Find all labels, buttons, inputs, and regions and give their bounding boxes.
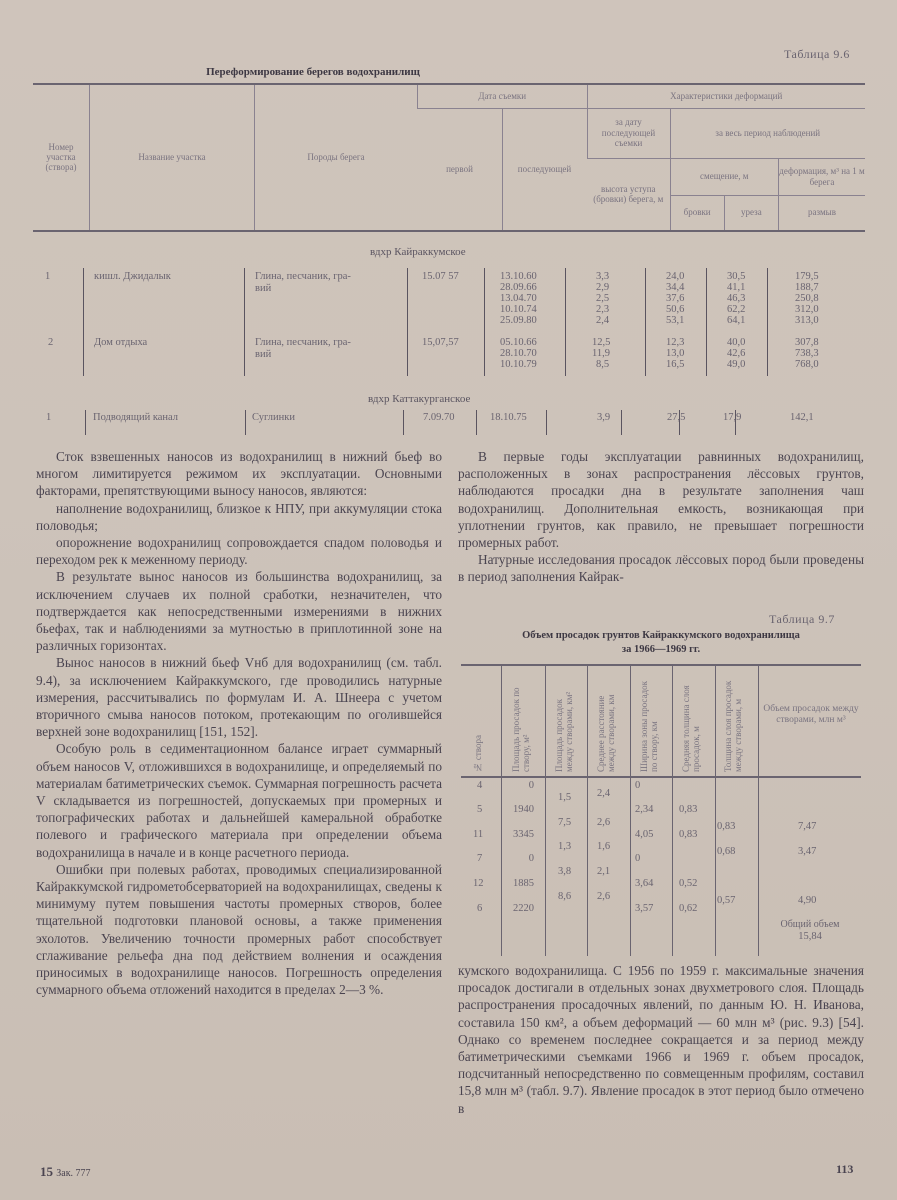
avg-thickness: 0,62 — [679, 903, 698, 914]
brow-shift: 16,5 — [666, 359, 685, 370]
paragraph: В первые годы эксплуатации равнинных водохранилищ, расположенных в зонах распространения лёссовых грунтов, наблюдаются просадки дна в результате заполнения чаш водохранилищ. Дополнительная емкость, возникающая при уплотнении грунтов, как правило, не превышает погрешности промерных работ. — [458, 449, 864, 551]
avg-thickness: 0,83 — [679, 829, 698, 840]
survey-date: 10.10.74 — [500, 304, 537, 315]
divider — [407, 268, 408, 376]
col-site-no: Номер участка (створа) — [33, 84, 90, 231]
divider — [85, 410, 86, 435]
col-edge: уреза — [741, 207, 762, 218]
table-96-label: Таблица 9.6 — [784, 47, 850, 61]
site-rocks: Глина, песчаник, гра- — [255, 337, 351, 348]
edge-shift: 42,6 — [727, 348, 746, 359]
area-between: 1,3 — [558, 841, 572, 852]
station-no: 11 — [473, 829, 484, 840]
edge-shift: 41,1 — [727, 282, 746, 293]
station-area: 1885 — [513, 878, 534, 889]
col-shift: смещение, м — [671, 159, 779, 196]
paragraph: Особую роль в седиментационном балансе играет суммарный объем наносов V, отложившихся в водохранилище, и определяемый по материалам батиметрических съемок. Суммарная погрешность расчета V складывается из погрешностей, допускаемых при промерных и топографических работах и дальнейшей камеральной обработке полевого и графического материала при определении объема водохранилища в начале и в конце расчетного периода. — [36, 741, 442, 860]
table-97-subtitle: за 1966—1969 гг. — [621, 644, 701, 655]
survey-date: 05.10.66 — [500, 337, 537, 348]
page-signature — [40, 1164, 91, 1180]
ledge-height: 3,3 — [596, 271, 610, 282]
divider — [83, 268, 84, 376]
survey-date: 18.10.75 — [490, 412, 527, 423]
survey-date: 13.04.70 — [500, 293, 537, 304]
station-no: 4 — [477, 780, 483, 791]
area-between: 3,8 — [558, 866, 572, 877]
reservoir-name: вдхр Кайраккумское — [370, 246, 466, 258]
divider — [715, 664, 716, 956]
col-survey-date: Дата съемки — [418, 84, 588, 108]
divider — [767, 268, 768, 376]
site-no: 2 — [48, 337, 54, 348]
col-erosion: размыв — [808, 207, 836, 218]
station-area: 2220 — [513, 903, 534, 914]
edge-shift: 40,0 — [727, 337, 746, 348]
site-no: 1 — [45, 271, 51, 282]
divider — [484, 268, 485, 376]
col-site-name: Название участка — [90, 84, 255, 231]
first-survey: 15,07,57 — [422, 337, 459, 348]
divider — [501, 664, 502, 956]
volume: 7,47 — [798, 821, 817, 832]
paragraph: кумского водохранилища. С 1956 по 1959 г. максимальные значения просадок достигали в отдельных зонах двухметрового слоя. Площадь распространения просадочных явлений, по данным Ю. Н. Иванова, составила 150 км², а объем деформаций — 60 млн м³ (рис. 9.3) [54]. Однако со временем последнее сокращается и за период между батиметрическими съемками 1966 и 1969 г. объем просадок, подсчитанный непосредственно по совмещенным профилям, составил 15,8 млн м³ (табл. 9.7). Явление просадок в этот период было отмечено в — [458, 963, 864, 1116]
ledge-height: 2,4 — [596, 315, 610, 326]
divider — [545, 664, 546, 956]
divider — [546, 410, 547, 435]
right-column-text-bottom — [458, 962, 864, 1117]
area-between: 8,6 — [558, 891, 572, 902]
station-area: 3345 — [513, 829, 534, 840]
ledge-height: 2,5 — [596, 293, 610, 304]
ledge-height: 12,5 — [592, 337, 611, 348]
survey-date: 10.10.79 — [500, 359, 537, 370]
station-no: 12 — [473, 878, 484, 889]
site-rocks-cont: вий — [255, 283, 272, 294]
site-name: Подводящий канал — [93, 412, 179, 423]
avg-distance: 2,6 — [597, 817, 611, 828]
signature-number: 15 — [40, 1164, 53, 1179]
paragraph: опорожнение водохранилищ сопровождается спадом половодья и переходом рек к меженному периоду. — [36, 535, 442, 568]
avg-distance: 1,6 — [597, 841, 611, 852]
area-between: 1,5 — [558, 792, 572, 803]
site-name: кишл. Джидалык — [94, 271, 171, 282]
paragraph: В результате вынос наносов из большинства водохранилищ, за исключением случаев их полной сработки, незначителен, что подтверждается как непосредственными измерениями в нижних бьефах, так и наблюдениями за мутностью в приплотинной зоне на различных горизонтах. — [36, 569, 442, 654]
table-96-title: Переформирование берегов водохранилищ — [206, 66, 420, 78]
edge-shift: 49,0 — [727, 359, 746, 370]
avg-distance: 2,4 — [597, 788, 611, 799]
layer-thickness: 0,57 — [717, 895, 736, 906]
site-rocks: Глина, песчаник, гра- — [255, 271, 351, 282]
survey-date: 28.09.66 — [500, 282, 537, 293]
brow-shift: 34,4 — [666, 282, 685, 293]
divider — [630, 664, 631, 956]
edge-shift: 30,5 — [727, 271, 746, 282]
erosion: 307,8 — [795, 337, 819, 348]
brow-shift: 24,0 — [666, 271, 685, 282]
zone-width: 4,05 — [635, 829, 654, 840]
erosion: 738,3 — [795, 348, 819, 359]
edge-shift: 17,9 — [723, 412, 742, 423]
erosion: 313,0 — [795, 315, 819, 326]
avg-distance: 2,6 — [597, 891, 611, 902]
zone-width: 2,34 — [635, 804, 654, 815]
zone-width: 0 — [635, 780, 641, 791]
zone-width: 0 — [635, 853, 641, 864]
station-no: 6 — [477, 903, 483, 914]
col-at-date: за дату последующей съемки — [587, 108, 670, 158]
col-avg-thickness: Средняя толщина слоя просадок, м — [681, 685, 701, 772]
col-rocks: Породы берега — [255, 84, 418, 231]
col-zone-width: Ширина зоны просадок по створу, км — [639, 681, 659, 772]
ledge-height: 3,9 — [597, 412, 611, 423]
edge-shift: 62,2 — [727, 304, 746, 315]
brow-shift: 53,1 — [666, 315, 685, 326]
site-rocks: Суглинки — [252, 412, 295, 423]
erosion: 188,7 — [795, 282, 819, 293]
table-97-title: Объем просадок грунтов Кайраккумского водохранилища — [522, 630, 800, 641]
col-subsequent: последующей — [502, 108, 587, 231]
col-brow: бровки — [671, 196, 725, 230]
survey-date: 25.09.80 — [500, 315, 537, 326]
layer-thickness: 0,83 — [717, 821, 736, 832]
brow-shift: 13,0 — [666, 348, 685, 359]
divider — [758, 664, 759, 956]
edge-shift: 64,1 — [727, 315, 746, 326]
station-area: 0 — [528, 780, 534, 791]
paragraph: Ошибки при полевых работах, проводимых специализированной Кайраккумской гидрометобсерваторией на водохранилищах, сведены к минимуму путем повышения частоты промерных створов, более тщательной подготовки плановой основы, а также применения эхолотов. Увеличению точности промерных работ способствует сглаживание рельефа дна под действием волнения и осаждения приносимых в водохранилище наносов. Погрешность определения суммарного объема отложений находится в пределах 2—3 %. — [36, 861, 442, 998]
brow-shift: 12,3 — [666, 337, 685, 348]
brow-shift: 37,6 — [666, 293, 685, 304]
erosion: 312,0 — [795, 304, 819, 315]
page-number: 113 — [836, 1162, 854, 1176]
col-station-no: № створа — [473, 734, 483, 772]
divider — [565, 268, 566, 376]
zone-width: 3,64 — [635, 878, 654, 889]
col-ledge-height: высота уступа (бровки) берега, м — [587, 158, 670, 231]
area-between: 7,5 — [558, 817, 572, 828]
divider — [244, 268, 245, 376]
erosion: 768,0 — [795, 359, 819, 370]
station-no: 7 — [477, 853, 483, 864]
table-97-header — [461, 664, 861, 778]
ledge-height: 2,9 — [596, 282, 610, 293]
col-first: первой — [418, 108, 503, 231]
divider — [706, 268, 707, 376]
first-survey: 7.09.70 — [423, 412, 455, 423]
brow-shift: 50,6 — [666, 304, 685, 315]
ledge-height: 8,5 — [596, 359, 610, 370]
table-96-body — [0, 0, 897, 440]
paragraph: наполнение водохранилищ, близкое к НПУ, при аккумуляции стока половодья; — [36, 500, 442, 533]
site-no: 1 — [46, 412, 52, 423]
table-97-label: Таблица 9.7 — [769, 612, 835, 626]
col-volume: Объем просадок между створами, млн м³ — [763, 704, 859, 725]
divider — [621, 410, 622, 435]
site-name: Дом отдыха — [94, 337, 148, 348]
divider — [587, 664, 588, 956]
station-area: 0 — [528, 853, 534, 864]
station-no: 5 — [477, 804, 483, 815]
erosion: 179,5 — [795, 271, 819, 282]
site-rocks-cont: вий — [255, 349, 272, 360]
divider — [645, 268, 646, 376]
left-column-text — [36, 448, 442, 999]
avg-thickness: 0,52 — [679, 878, 698, 889]
paragraph: Вынос наносов в нижний бьеф Vнб для водохранилищ (см. табл. 9.4), за исключением Кайраккумского, где проводились натурные измерения, рассчитывались по формулам И. А. Шнеера с учетом вторичного смыва наносов потоком, протекающим по оголившейся верхней зоне водохранилищ [151, 152]. — [36, 655, 442, 740]
zone-width: 3,57 — [635, 903, 654, 914]
col-avg-distance: Среднее расстояние между створами, км — [596, 694, 616, 772]
ledge-height: 11,9 — [592, 348, 610, 359]
col-layer-thickness: Толщина слоя просадок между створами, м — [723, 680, 743, 772]
erosion: 142,1 — [790, 412, 814, 423]
col-deform-char: Характеристики деформаций — [587, 84, 865, 108]
first-survey: 15.07 57 — [422, 271, 459, 282]
avg-distance: 2,1 — [597, 866, 611, 877]
col-whole-period: за весь период наблюдений — [670, 108, 865, 158]
right-column-text-top — [458, 448, 864, 586]
total-volume-value: 15,84 — [798, 931, 822, 942]
paragraph: Сток взвешенных наносов из водохранилищ в нижний бьеф во многом лимитируется режимом их эксплуатации. Основными факторами, препятствующими выносу наносов, являются: — [36, 449, 442, 499]
total-volume-label: Общий объем — [780, 919, 840, 930]
col-area-station: Площадь просадок по створу, м² — [511, 687, 531, 772]
edge-shift: 46,3 — [727, 293, 746, 304]
col-area-between: Площадь просадок между створами, км² — [554, 691, 574, 772]
volume: 3,47 — [798, 846, 817, 857]
divider — [245, 410, 246, 435]
paragraph: Натурные исследования просадок лёссовых пород были проведены в период заполнения Кайрак- — [458, 552, 864, 585]
divider — [672, 664, 673, 956]
brow-shift: 27,5 — [667, 412, 686, 423]
reservoir-name: вдхр Каттакурганское — [368, 393, 471, 405]
layer-thickness: 0,68 — [717, 846, 736, 857]
divider — [403, 410, 404, 435]
avg-thickness: 0,83 — [679, 804, 698, 815]
station-area: 1940 — [513, 804, 534, 815]
order-number: Зак. 777 — [56, 1168, 91, 1179]
survey-date: 28.10.70 — [500, 348, 537, 359]
volume: 4,90 — [798, 895, 817, 906]
erosion: 250,8 — [795, 293, 819, 304]
divider — [476, 410, 477, 435]
survey-date: 13.10.60 — [500, 271, 537, 282]
col-deformation: деформация, м³ на 1 м берега — [779, 159, 865, 196]
ledge-height: 2,3 — [596, 304, 610, 315]
